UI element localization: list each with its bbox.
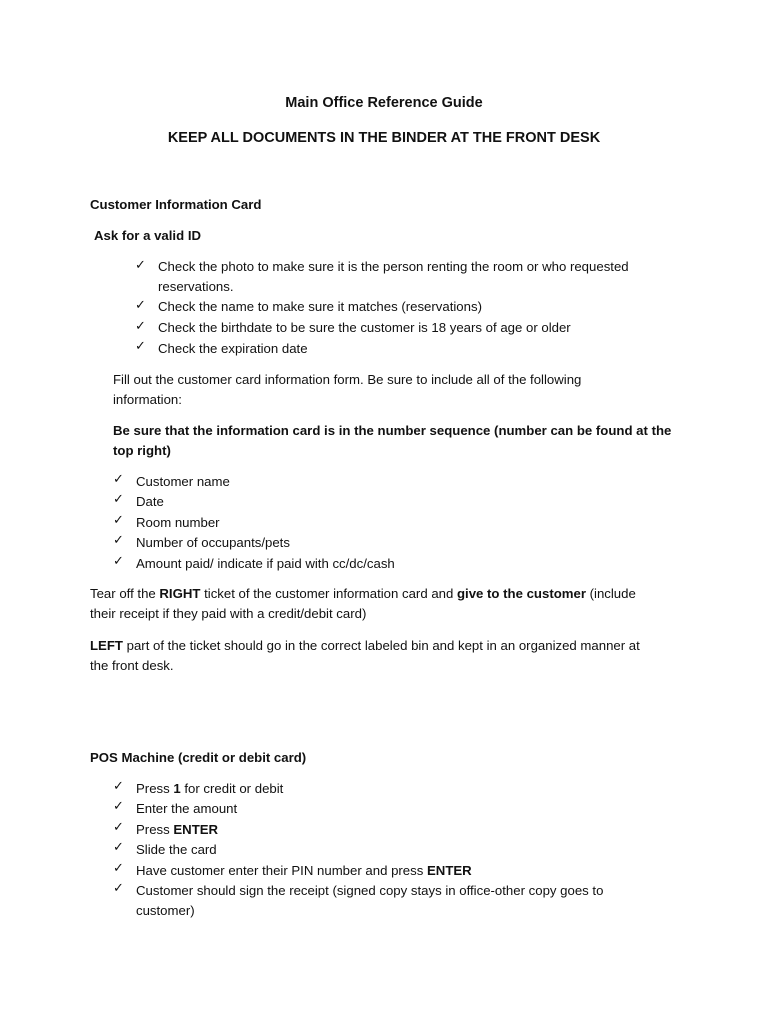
checkmark-icon: ✓ (113, 861, 124, 876)
checkmark-icon: ✓ (135, 339, 146, 354)
list-item: Customer should sign the receipt (signed copy stays in office-other copy goes to customer) (136, 883, 604, 918)
list-item: Date (136, 494, 164, 509)
cic-heading: Customer Information Card (90, 197, 262, 212)
checkmark-icon: ✓ (135, 258, 146, 273)
checkmark-icon: ✓ (113, 799, 124, 814)
checkmark-icon: ✓ (113, 513, 124, 528)
list-item: Room number (136, 515, 220, 530)
list-item: Check the birthdate to be sure the customer is 18 years of age or older (158, 320, 571, 335)
checkmark-icon: ✓ (113, 840, 124, 855)
checkmark-icon: ✓ (113, 492, 124, 507)
list-item: Check the name to make sure it matches (reservations) (158, 299, 482, 314)
page-title: Main Office Reference Guide (285, 95, 483, 111)
checkmark-icon: ✓ (135, 298, 146, 313)
list-item: Press 1 for credit or debit (136, 781, 284, 796)
checkmark-icon: ✓ (113, 533, 124, 548)
left-ticket-instructions: LEFT part of the ticket should go in the correct labeled bin and kept in an organized manner at the front desk. (90, 638, 640, 673)
checkmark-icon: ✓ (113, 779, 124, 794)
list-item: Slide the card (136, 842, 217, 857)
checkmark-icon: ✓ (113, 472, 124, 487)
list-item: Number of occupants/pets (136, 535, 290, 550)
list-item: Have customer enter their PIN number and press ENTER (136, 863, 472, 878)
checkmark-icon: ✓ (113, 881, 124, 896)
sequence-note: Be sure that the information card is in the number sequence (number can be found at the top right) (113, 423, 672, 458)
list-item: Check the expiration date (158, 341, 308, 356)
fill-out-instructions: Fill out the customer card information form. Be sure to include all of the following information: (113, 372, 582, 407)
checkmark-icon: ✓ (113, 554, 124, 569)
list-item: Press ENTER (136, 822, 219, 837)
list-item: Customer name (136, 474, 230, 489)
page-subtitle: KEEP ALL DOCUMENTS IN THE BINDER AT THE FRONT DESK (167, 130, 601, 146)
checkmark-icon: ✓ (135, 319, 146, 334)
pos-heading: POS Machine (credit or debit card) (90, 750, 307, 765)
checkmark-icon: ✓ (113, 820, 124, 835)
list-item: Amount paid/ indicate if paid with cc/dc/cash (136, 556, 395, 571)
list-item: Enter the amount (136, 801, 238, 816)
tear-ticket-instructions: Tear off the RIGHT ticket of the customer information card and give to the customer (include their receipt if they paid with a credit/debit card) (90, 586, 636, 621)
ask-valid-id: Ask for a valid ID (94, 228, 202, 243)
list-item: Check the photo to make sure it is the person renting the room or who requested reservations. (158, 259, 629, 294)
